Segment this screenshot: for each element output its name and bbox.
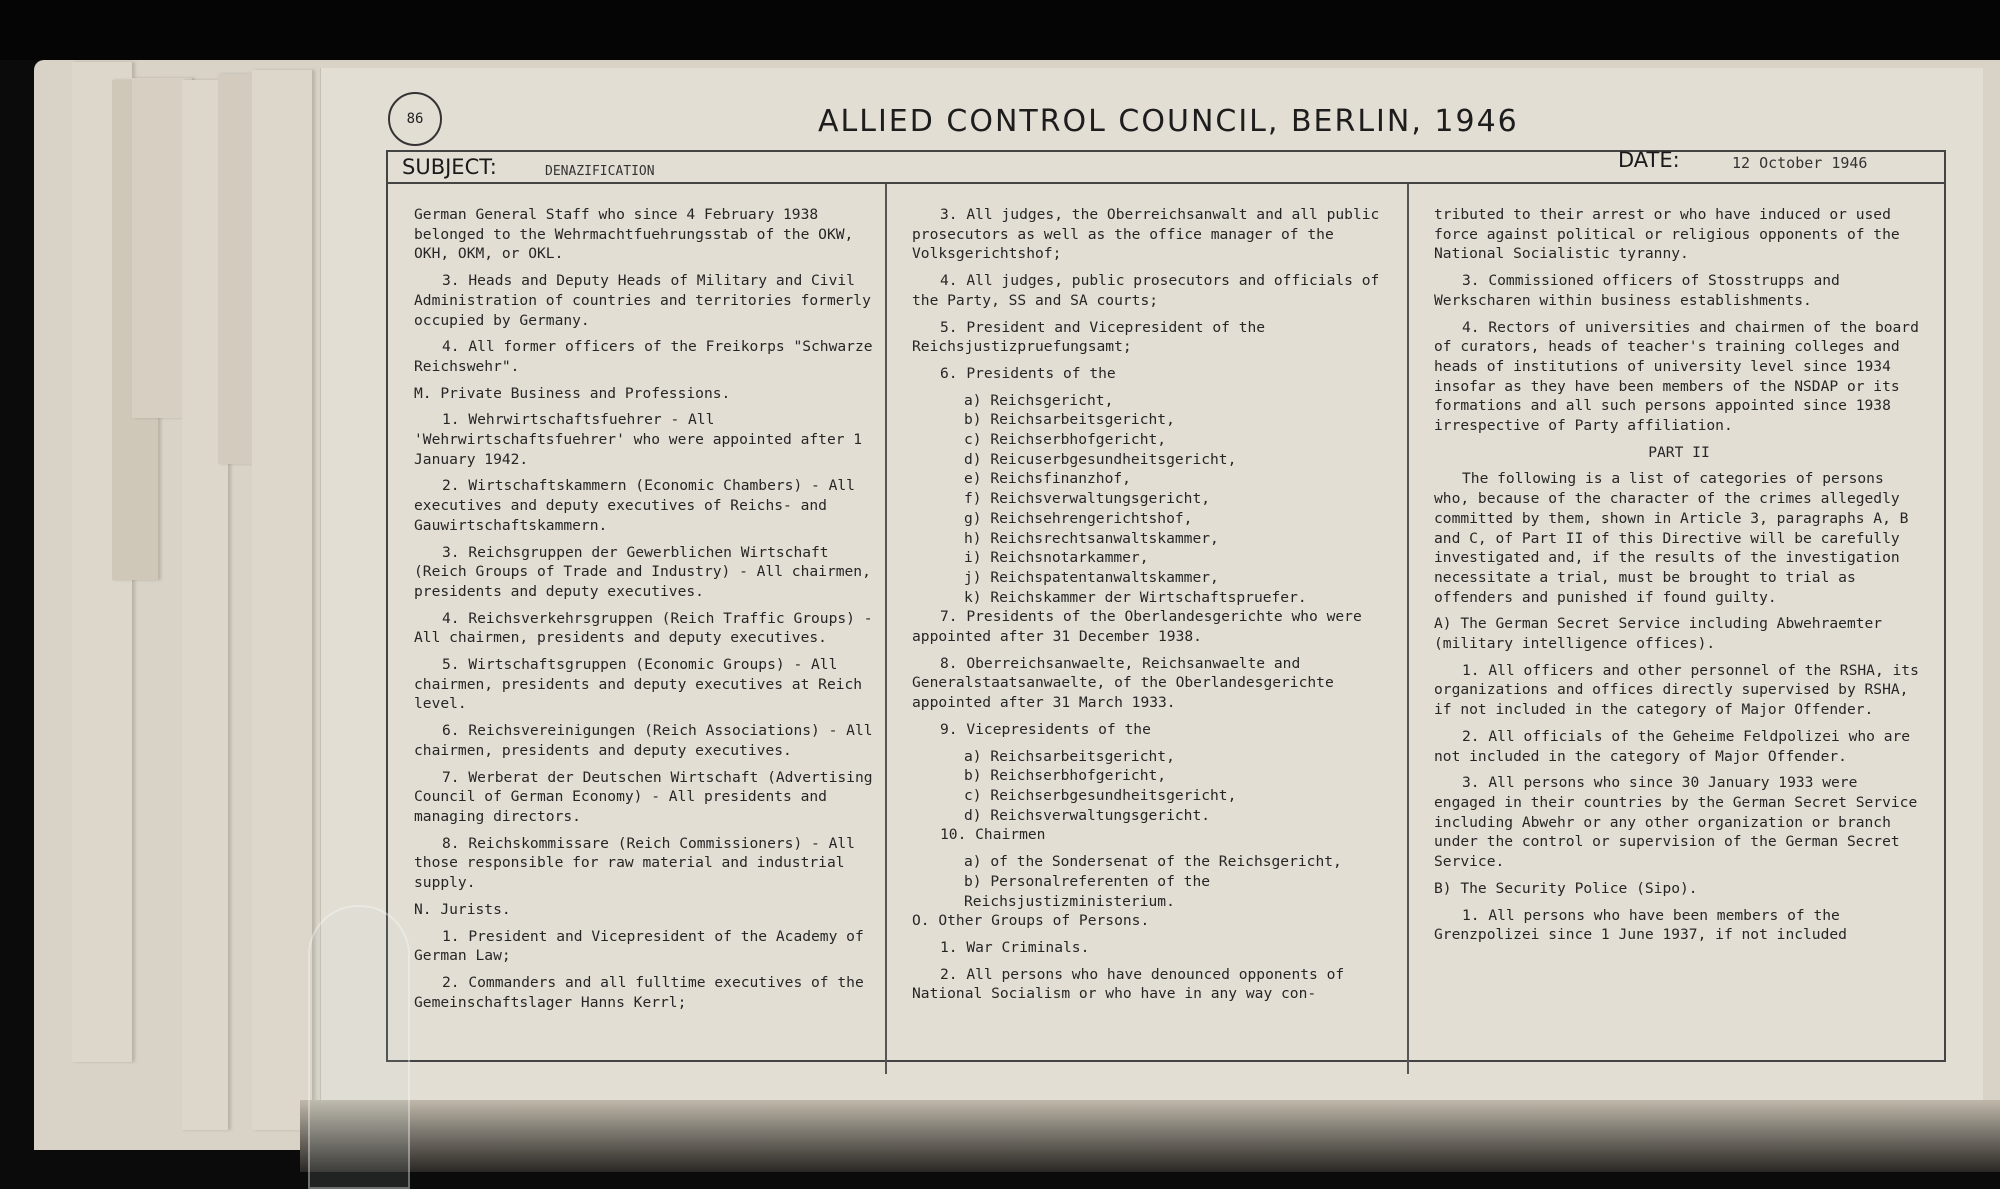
header-divider <box>386 182 1944 184</box>
paragraph: 1. All persons who have been members of the Grenzpolizei since 1 June 1937, if not included <box>1434 906 1847 944</box>
paragraph: d) Reicuserbgesundheitsgericht, <box>964 450 1237 468</box>
paragraph: a) Reichsarbeitsgericht, <box>964 747 1175 765</box>
paragraph: 1. Wehrwirtschaftsfuehrer - All 'Wehrwirtschaftsfuehrer' who were appointed after 1 January 1942. <box>414 411 863 468</box>
paragraph: a) Reichsgericht, <box>964 391 1114 409</box>
paragraph: d) Reichsverwaltungsgericht. <box>964 806 1211 824</box>
transparent-ruler <box>308 905 410 1189</box>
paragraph: b) Personalreferenten of the Reichsjustizministerium. <box>964 872 1211 910</box>
paragraph: 2. Wirtschaftskammern (Economic Chambers) - All executives and deputy executives of Reichs- and Gauwirtschaftskammern. <box>414 477 855 534</box>
paragraph: 5. Wirtschaftsgruppen (Economic Groups) - All chairmen, presidents and deputy executives at Reich level. <box>414 656 863 713</box>
subject-label: SUBJECT: <box>402 155 497 179</box>
paragraph: German General Staff who since 4 February 1938 belonged to the Wehrmachtfuehrungsstab of the OKW, OKH, OKM, or OKL. <box>414 206 854 263</box>
text-column-1 <box>414 205 874 1019</box>
paragraph: PART II <box>1648 443 1710 461</box>
paragraph: The following is a list of categories of persons who, because of the character of the crimes allegedly committed by them, shown in Article 3, paragraphs A, B and C, of Part II of this Directive will be carefully investigated and, if the results of the investigation necessitate a trial, must be brought to trial as offenders and punished if found guilty. <box>1434 470 1909 606</box>
paragraph: 4. All judges, public prosecutors and officials of the Party, SS and SA courts; <box>912 272 1380 309</box>
paragraph: B) The Security Police (Sipo). <box>1434 879 1698 897</box>
paragraph: 1. War Criminals. <box>940 938 1090 956</box>
paragraph: 1. All officers and other personnel of the RSHA, its organizations and offices directly supervised by RSHA, if not included in the category of Major Offender. <box>1434 661 1919 719</box>
paragraph: 3. Heads and Deputy Heads of Military and Civil Administration of countries and territories formerly occupied by Germany. <box>414 272 871 329</box>
text-column-2 <box>912 205 1392 1011</box>
page-edge-6 <box>252 70 313 1130</box>
paragraph: 8. Reichskommissare (Reich Commissioners) - All those responsible for raw material and industrial supply. <box>414 834 855 892</box>
paragraph: A) The German Secret Service including Abwehraemter (military intelligence offices). <box>1434 615 1883 653</box>
page-number-circle: 86 <box>388 92 442 146</box>
paragraph: a) of the Sondersenat of the Reichsgericht, <box>964 853 1342 871</box>
paragraph: 7. Presidents of the Oberlandesgerichte who were appointed after 31 December 1938. <box>912 608 1362 646</box>
paragraph: 3. All persons who since 30 January 1933 were engaged in their countries by the German Secret Service including Abwehr or any other organization or branch under the control or supervision of the German Secret Service. <box>1434 774 1918 871</box>
paragraph: i) Reichsnotarkammer, <box>964 549 1149 567</box>
paragraph: g) Reichsehrengerichtshof, <box>964 509 1193 527</box>
paragraph: 3. Reichsgruppen der Gewerblichen Wirtschaft (Reich Groups of Trade and Industry) - All chairmen, presidents and deputy executives. <box>414 543 871 600</box>
paragraph: e) Reichsfinanzhof, <box>964 470 1131 488</box>
paragraph: 5. President and Vicepresident of the Reichsjustizpruefungsamt; <box>912 318 1266 356</box>
paragraph: M. Private Business and Professions. <box>414 384 731 402</box>
date-value: 12 October 1946 <box>1732 154 1868 172</box>
paragraph: 7. Werberat der Deutschen Wirtschaft (Advertising Council of German Economy) - All presidents and managing directors. <box>414 768 873 825</box>
paragraph: k) Reichskammer der Wirtschaftspruefer. <box>964 588 1307 606</box>
paragraph: 2. Commanders and all fulltime executives of the Gemeinschaftslager Hanns Kerrl; <box>414 973 864 1011</box>
paragraph: 10. Chairmen <box>940 826 1046 844</box>
paragraph: 1. President and Vicepresident of the Academy of German Law; <box>414 927 864 965</box>
paragraph: 6. Presidents of the <box>940 364 1116 382</box>
paragraph: c) Reichserbgesundheitsgericht, <box>964 786 1237 804</box>
paragraph: j) Reichspatentanwaltskammer, <box>964 568 1219 586</box>
paragraph: h) Reichsrechtsanwaltskammer, <box>964 529 1219 547</box>
paragraph: 2. All officials of the Geheime Feldpolizei who are not included in the category of Major Offender. <box>1434 727 1911 765</box>
paragraph: f) Reichsverwaltungsgericht, <box>964 490 1211 508</box>
text-column-3 <box>1434 205 1924 952</box>
banner-title: ALLIED CONTROL COUNCIL, BERLIN, 1946 <box>818 104 1519 139</box>
paragraph: 4. Reichsverkehrsgruppen (Reich Traffic Groups) - All chairmen, presidents and deputy executives. <box>414 609 873 647</box>
background-top <box>0 0 2000 60</box>
paragraph: b) Reichsarbeitsgericht, <box>964 411 1175 429</box>
paragraph: 3. Commissioned officers of Stosstrupps and Werkscharen within business establishments. <box>1434 272 1840 309</box>
paragraph: b) Reichserbhofgericht, <box>964 767 1167 785</box>
paragraph: c) Reichserbhofgericht, <box>964 431 1167 449</box>
column-divider-1 <box>885 184 887 1074</box>
date-label: DATE: <box>1618 148 1680 172</box>
page-bottom-shadow <box>300 1100 2000 1172</box>
paragraph: 4. All former officers of the Freikorps "Schwarze Reichswehr". <box>414 338 873 375</box>
paragraph: 2. All persons who have denounced opponents of National Socialism or who have in any way con- <box>912 965 1345 1003</box>
paragraph: 8. Oberreichsanwaelte, Reichsanwaelte and Generalstaatsanwaelte, of the Oberlandesgerichte appointed after 31 March 1933. <box>912 654 1334 712</box>
paragraph: 3. All judges, the Oberreichsanwalt and all public prosecutors as well as the office manager of the Volksgerichtshof; <box>912 206 1380 263</box>
paragraph: 6. Reichsvereinigungen (Reich Associations) - All chairmen, presidents and deputy executives. <box>414 722 873 759</box>
paragraph: 4. Rectors of universities and chairmen of the board of curators, heads of teacher's training colleges and heads of institutions of university level since 1934 insofar as they have been members of the NSDAP or its formations and all such persons appointed since 1938 irrespective of Party affiliation. <box>1434 318 1919 435</box>
column-divider-2 <box>1407 184 1409 1074</box>
subject-value: DENAZIFICATION <box>545 164 655 179</box>
paragraph: O. Other Groups of Persons. <box>912 912 1150 930</box>
paragraph: N. Jurists. <box>414 900 511 918</box>
paragraph: 9. Vicepresidents of the <box>940 720 1151 738</box>
paragraph: tributed to their arrest or who have induced or used force against political or religious opponents of the National Socialistic tyranny. <box>1434 206 1900 263</box>
